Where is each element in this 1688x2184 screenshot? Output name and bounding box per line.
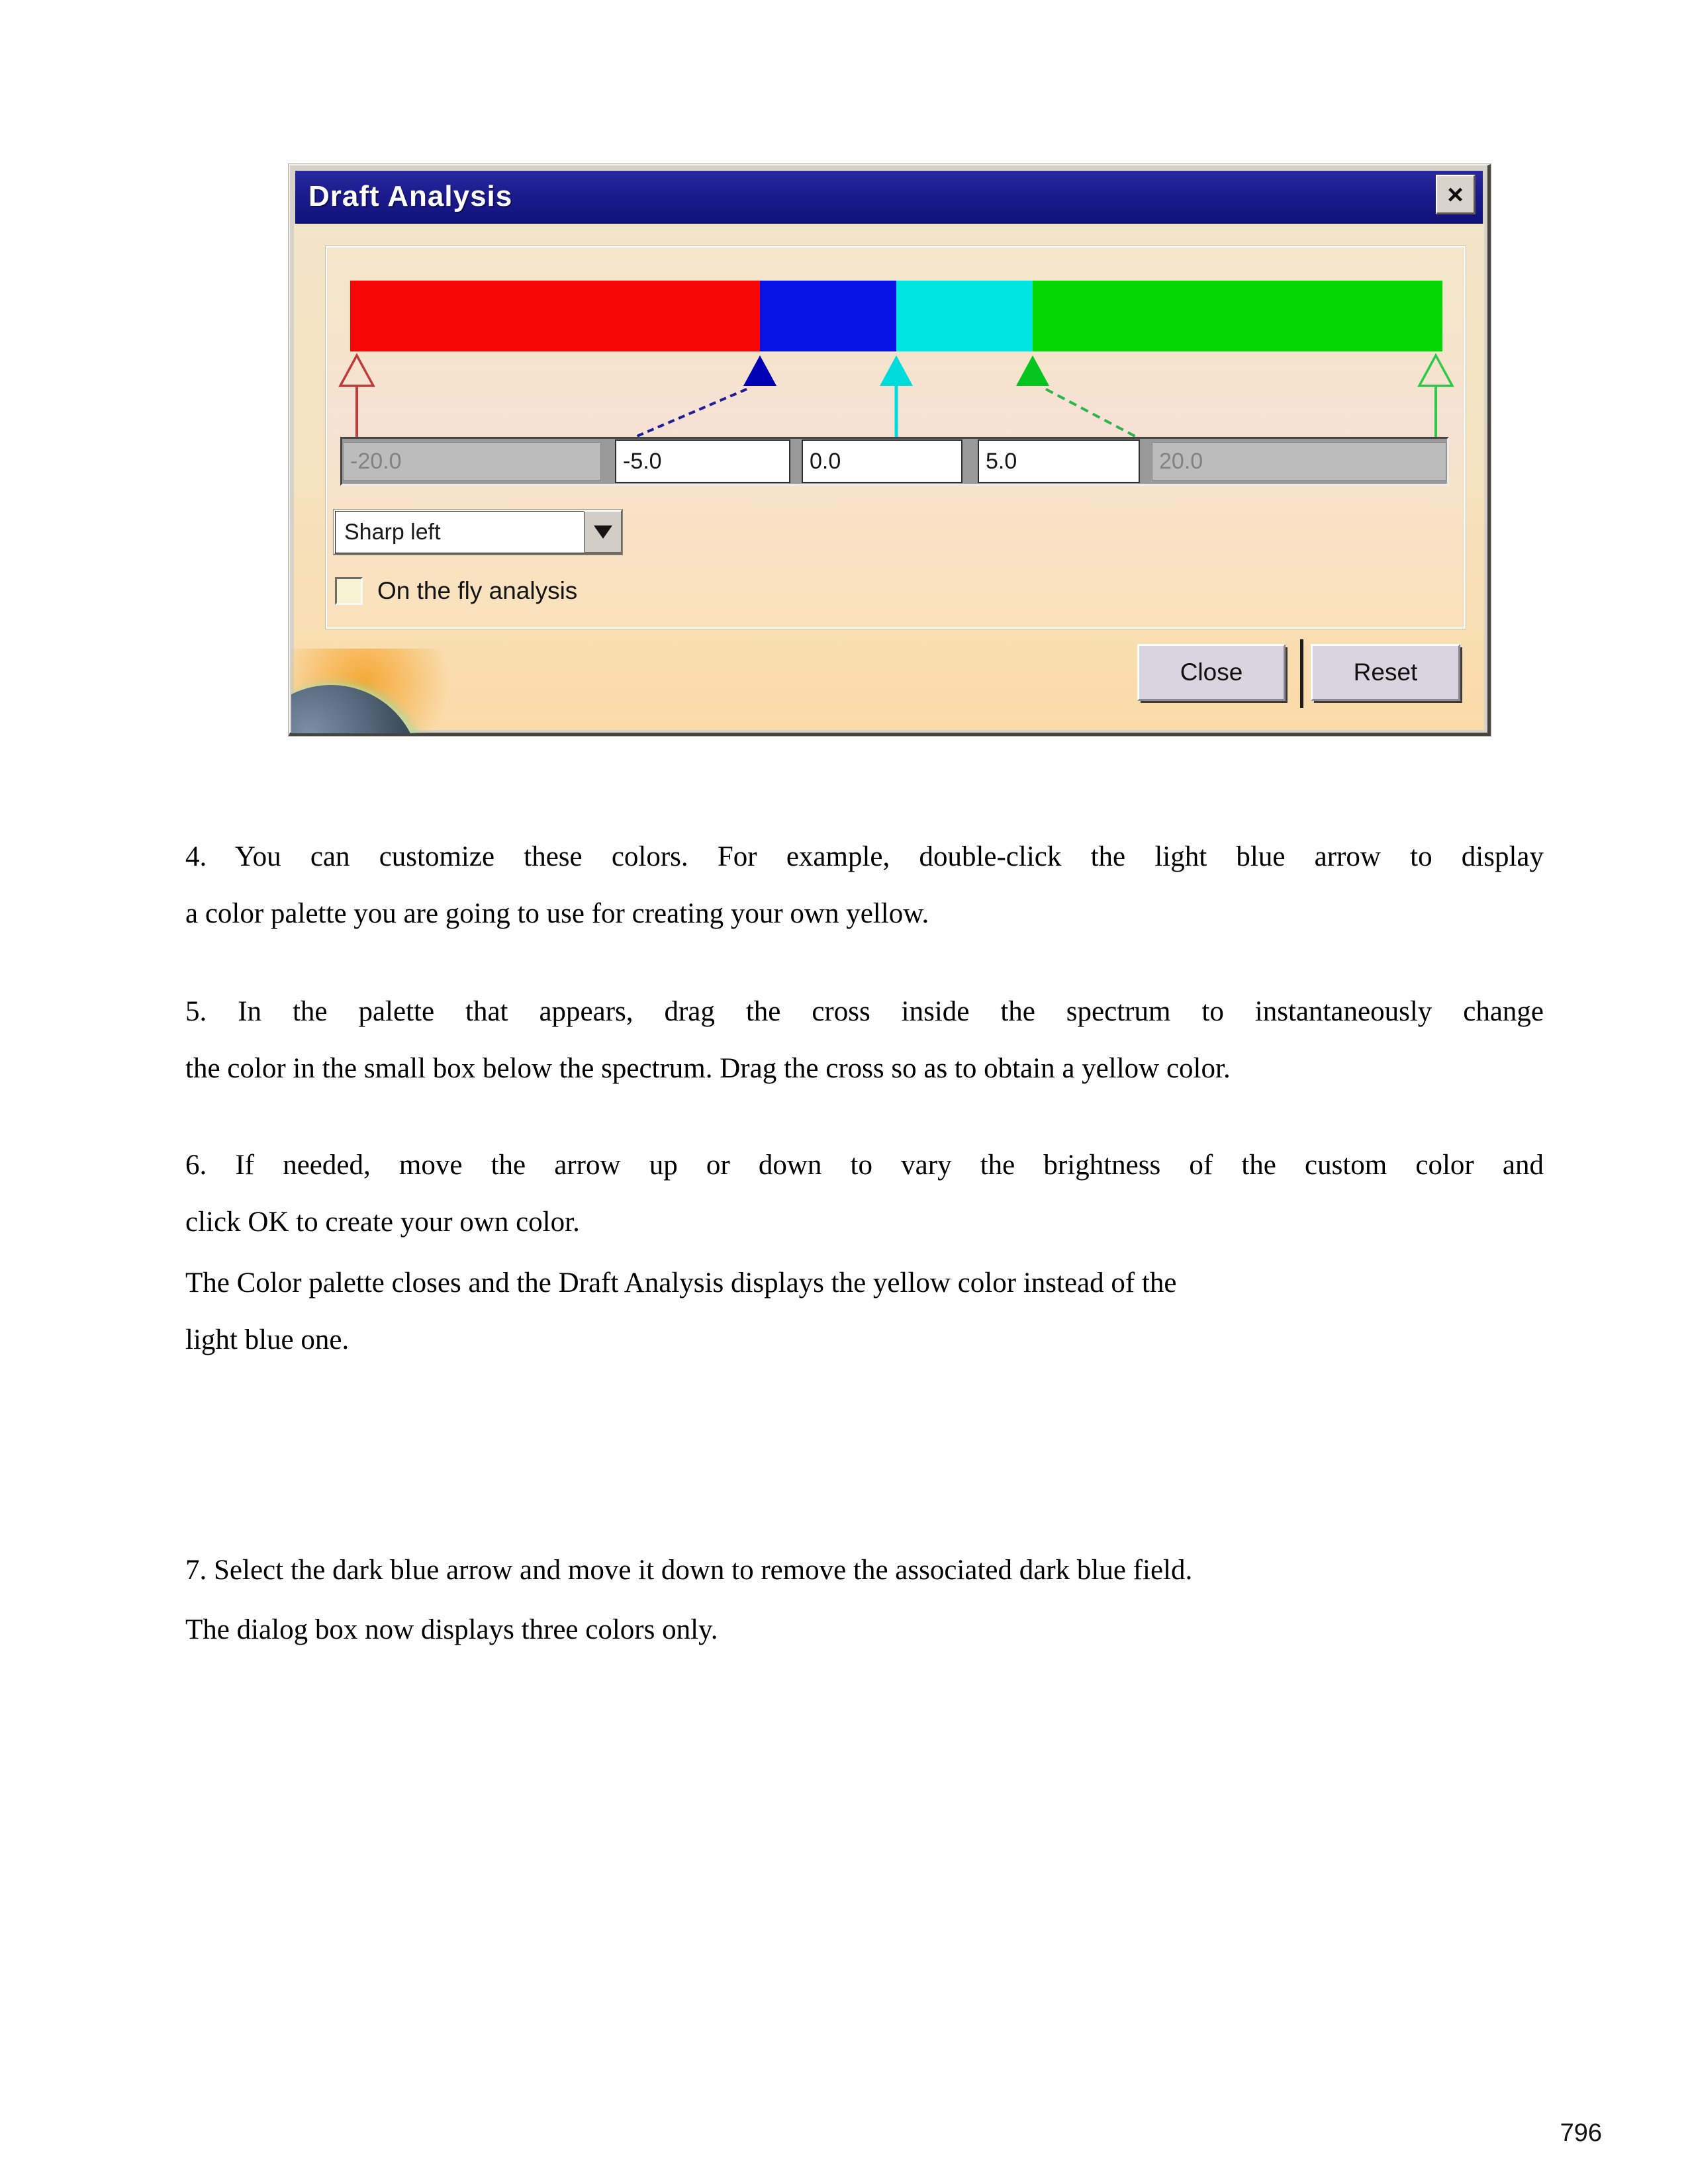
- close-button[interactable]: Close: [1137, 644, 1286, 701]
- on-the-fly-label: On the fly analysis: [377, 577, 578, 604]
- step-7-result-paragraph: [185, 1602, 1544, 1659]
- max-value-field: 20.0: [1152, 442, 1446, 480]
- button-separator: [1300, 639, 1303, 708]
- step-6-line-2: click OK to create your own color.: [185, 1206, 580, 1238]
- value-fields-row: [340, 437, 1449, 486]
- step-7-paragraph: [185, 1542, 1544, 1599]
- step-6-result-paragraph: [185, 1255, 1544, 1369]
- step-6-result-line-1: The Color palette closes and the Draft Analysis displays the yellow color instead of the: [185, 1267, 1177, 1298]
- step-4-line-2: a color palette you are going to use for creating your own yellow.: [185, 898, 929, 929]
- dropdown-button[interactable]: [584, 511, 621, 553]
- draft-analysis-dialog: [289, 164, 1491, 736]
- step-6-paragraph: [185, 1137, 1544, 1251]
- mode-dropdown[interactable]: [334, 510, 622, 555]
- color-scale-panel: [326, 246, 1466, 629]
- green-callout-line: [1046, 389, 1141, 439]
- step-4-line-1: 4. You can customize these colors. For example, double-click the light blue arrow to display: [185, 841, 1544, 872]
- step-5-paragraph: [185, 983, 1544, 1097]
- step-5-line-1: 5. In the palette that appears, drag the cross inside the spectrum to instantaneously change: [185, 996, 1544, 1027]
- min-limit-arrow-icon[interactable]: [340, 355, 373, 386]
- dark-blue-callout-line: [626, 389, 747, 441]
- dialog-titlebar: [295, 171, 1483, 224]
- step-7-result-line-1: The dialog box now displays three colors only.: [185, 1614, 718, 1645]
- dark-blue-arrow-icon[interactable]: [743, 355, 776, 386]
- step-6-result-line-2: light blue one.: [185, 1324, 350, 1355]
- on-the-fly-checkbox[interactable]: [335, 577, 363, 605]
- step-6-line-1: 6. If needed, move the arrow up or down to vary the brightness of the custom color and: [185, 1150, 1544, 1181]
- on-the-fly-row: [335, 577, 577, 605]
- reset-button[interactable]: Reset: [1311, 644, 1460, 701]
- globe-decoration: [291, 649, 457, 733]
- value-field-plus5[interactable]: 5.0: [978, 439, 1140, 483]
- value-field-minus5[interactable]: -5.0: [615, 439, 790, 483]
- step-4-paragraph: [185, 829, 1544, 942]
- page-number: 796: [1560, 2119, 1602, 2147]
- value-field-zero[interactable]: 0.0: [802, 439, 962, 483]
- green-arrow-icon[interactable]: [1016, 355, 1049, 386]
- step-5-line-2: the color in the small box below the spectrum. Drag the cross so as to obtain a yellow color.: [185, 1053, 1231, 1084]
- step-7-line-1: 7. Select the dark blue arrow and move it down to remove the associated dark blue field.: [185, 1555, 1193, 1586]
- chevron-down-icon: [594, 525, 612, 539]
- max-limit-arrow-icon[interactable]: [1419, 355, 1452, 386]
- dialog-title: Draft Analysis: [308, 180, 513, 212]
- min-value-field: -20.0: [343, 442, 601, 480]
- close-icon[interactable]: ×: [1436, 175, 1476, 214]
- light-blue-arrow-icon[interactable]: [880, 355, 913, 386]
- mode-dropdown-value: Sharp left: [344, 519, 441, 545]
